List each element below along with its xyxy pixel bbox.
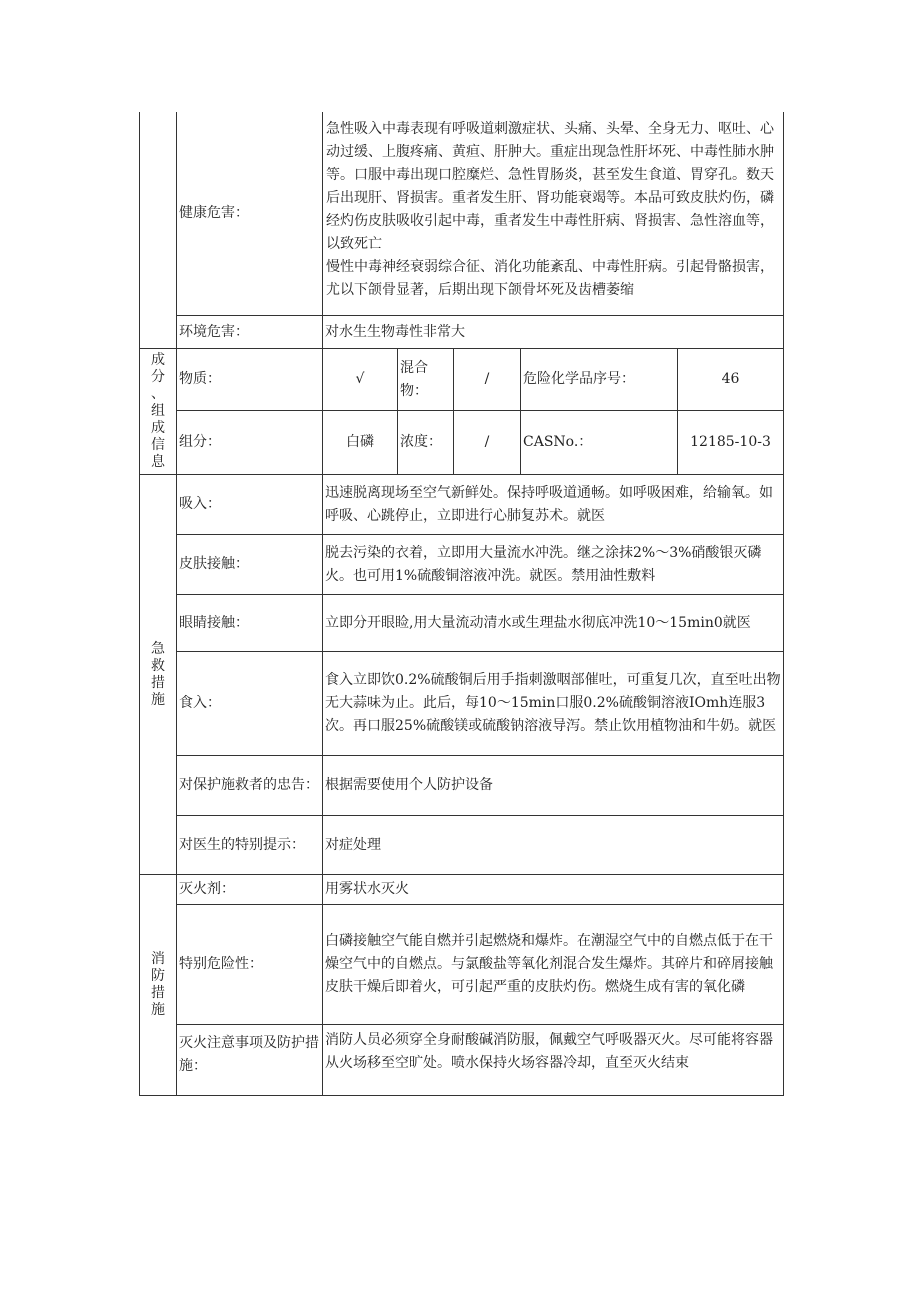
special-label: 特别危险性：	[179, 956, 263, 972]
cas-value: 12185-10-3	[690, 434, 771, 450]
special-text: 白磷接触空气能自燃并引起燃烧和爆炸。在潮湿空气中的自燃点低于在干燥空气中的自燃点。与氯酸盐等氧化剂混合发生爆炸。其碎片和碎屑接触皮肤干燥后即着火，可引起严重的皮肤灼伤。燃烧生成有害的氧化磷	[325, 933, 773, 995]
hazard-no-label: 危险化学品序号：	[523, 371, 635, 387]
notes-text: 消防人员必须穿全身耐酸碱消防服，佩戴空气呼吸器灭火。尽可能将容器从火场移至空旷处。喷水保持火场容器冷却，直至灭火结束	[325, 1032, 773, 1071]
health-label: 健康危害：	[179, 205, 249, 221]
ingest-text: 食入立即饮0.2%硫酸铜后用手指刺激咽部催吐，可重复几次，直至吐出物无大蒜味为止。此后，每10～15min口服0.2%硫酸铜溶液IOmh连服3次。再口服25%硫酸镁或硫酸钠溶液导泻。禁止饮用植物油和牛奶。就医	[325, 672, 781, 734]
composition-section-title: 成 分 、 组 成 信 息	[151, 352, 165, 470]
health-text	[323, 118, 783, 314]
agent-text: 用雾状水灭火	[325, 881, 409, 897]
agent-label: 灭火剂：	[179, 881, 235, 897]
inhale-label: 吸入：	[179, 496, 221, 512]
conc-value: /	[484, 434, 490, 450]
msds-table	[139, 112, 784, 1096]
ingest-label: 食入：	[179, 695, 221, 711]
eye-text: 立即分开眼睑,用大量流动清水或生理盐水彻底冲洗10～15min0就医	[325, 614, 751, 631]
rescuer-text: 根据需要使用个人防护设备	[325, 777, 493, 793]
skin-text: 脱去污染的衣着，立即用大量流水冲洗。继之涂抹2%～3%硝酸银灭磷火。也可用1%硫酸铜溶液冲洗。就医。禁用油性敷料	[325, 544, 762, 584]
mixture-label: 混合物：	[400, 359, 428, 399]
cas-label: CASNo.：	[523, 434, 593, 450]
fire-section-title: 消 防 措 施	[151, 951, 165, 1018]
substance-mark: √	[355, 371, 365, 387]
inhale-text: 迅速脱离现场至空气新鲜处。保持呼吸道通畅。如呼吸困难，给输氧。如呼吸、心跳停止，立即进行心肺复苏术。就医	[325, 484, 773, 524]
acute-health-text: 急性吸入中毒表现有呼吸道刺激症状、头痛、头晕、全身无力、呕吐、心动过缓、上腹疼痛、黄疸、肝肿大。重症出现急性肝坏死、中毒性肺水肿等。口服中毒出现口腔糜烂、急性胃肠炎，甚至发生食道、胃穿孔。数天后出现肝、肾损害。重者发生肝、肾功能衰竭等。本品可致皮肤灼伤，磷经灼伤皮肤吸收引起中毒，重者发生中毒性肝病、肾损害、急性溶血等，以致死亡	[326, 121, 774, 252]
substance-label: 物质：	[179, 371, 221, 387]
mixture-value: /	[484, 371, 490, 387]
skin-label: 皮肤接触：	[179, 556, 249, 572]
doctor-label: 对医生的特别提示：	[179, 836, 305, 853]
env-text: 对水生生物毒性非常大	[325, 323, 465, 340]
doctor-text: 对症处理	[325, 836, 381, 853]
chronic-health-text: 慢性中毒神经衰弱综合征、消化功能紊乱、中毒性肝病。引起骨骼损害，尤以下颌骨显著，后期出现下颌骨坏死及齿槽萎缩	[326, 259, 774, 298]
component-label: 组分：	[179, 434, 221, 450]
conc-label: 浓度：	[400, 434, 442, 450]
component-value: 白磷	[346, 434, 374, 450]
eye-label: 眼睛接触：	[179, 614, 249, 631]
hazard-no-value: 46	[721, 371, 740, 387]
first-aid-section-title: 急 救 措 施	[151, 640, 165, 708]
rescuer-label: 对保护施救者的忠告：	[179, 777, 319, 793]
env-label: 环境危害：	[179, 323, 249, 340]
notes-label: 灭火注意事项及防护措施：	[179, 1035, 319, 1074]
